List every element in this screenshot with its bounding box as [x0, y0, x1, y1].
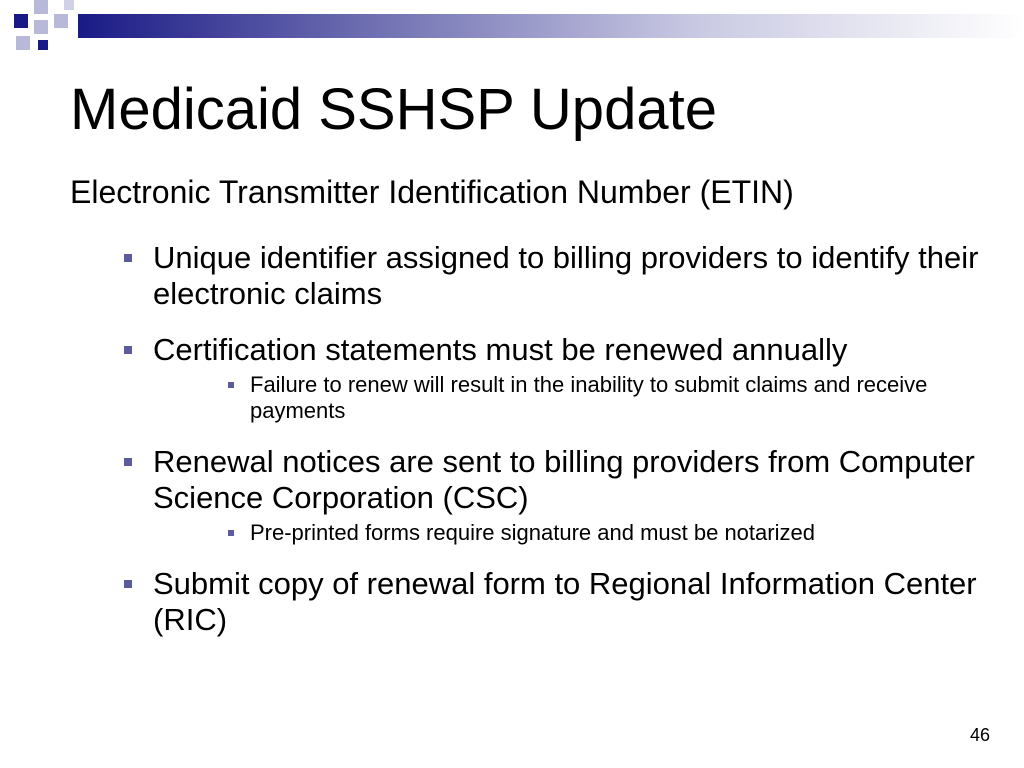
page-number: 46	[969, 725, 990, 745]
bullet-text: Unique identifier assigned to billing providers to identify their electronic claims	[153, 240, 979, 311]
bullet-item	[153, 566, 993, 638]
square-bullet-icon	[124, 458, 132, 466]
header-gradient-bar	[78, 14, 1024, 38]
sub-bullet-text: Pre-printed forms require signature and must be notarized	[250, 520, 815, 545]
bullet-item	[153, 240, 993, 312]
square-bullet-icon	[124, 346, 132, 354]
slide-subtitle: Electronic Transmitter Identification Number (ETIN)	[70, 174, 794, 210]
deco-square	[64, 0, 74, 10]
square-bullet-icon	[124, 254, 132, 262]
bullet-list	[0, 240, 1024, 638]
square-sub-bullet-icon	[228, 530, 234, 536]
sub-bullet-text: Failure to renew will result in the inability to submit claims and receive payments	[250, 372, 928, 423]
deco-square	[34, 0, 48, 14]
deco-square	[14, 14, 28, 28]
deco-square	[54, 14, 68, 28]
bullet-item	[153, 332, 993, 368]
square-bullet-icon	[124, 580, 132, 588]
header-decoration	[0, 0, 1024, 60]
deco-square	[38, 40, 48, 50]
sub-bullet-item	[250, 520, 950, 546]
bullet-item	[153, 444, 993, 516]
deco-square	[16, 36, 30, 50]
bullet-text: Renewal notices are sent to billing providers from Computer Science Corporation (CSC)	[153, 444, 975, 515]
deco-square	[34, 20, 48, 34]
sub-bullet-item	[250, 372, 950, 424]
square-sub-bullet-icon	[228, 382, 234, 388]
bullet-text: Certification statements must be renewed annually	[153, 332, 848, 367]
slide-title: Medicaid SSHSP Update	[70, 77, 717, 142]
bullet-text: Submit copy of renewal form to Regional Information Center (RIC)	[153, 566, 977, 637]
